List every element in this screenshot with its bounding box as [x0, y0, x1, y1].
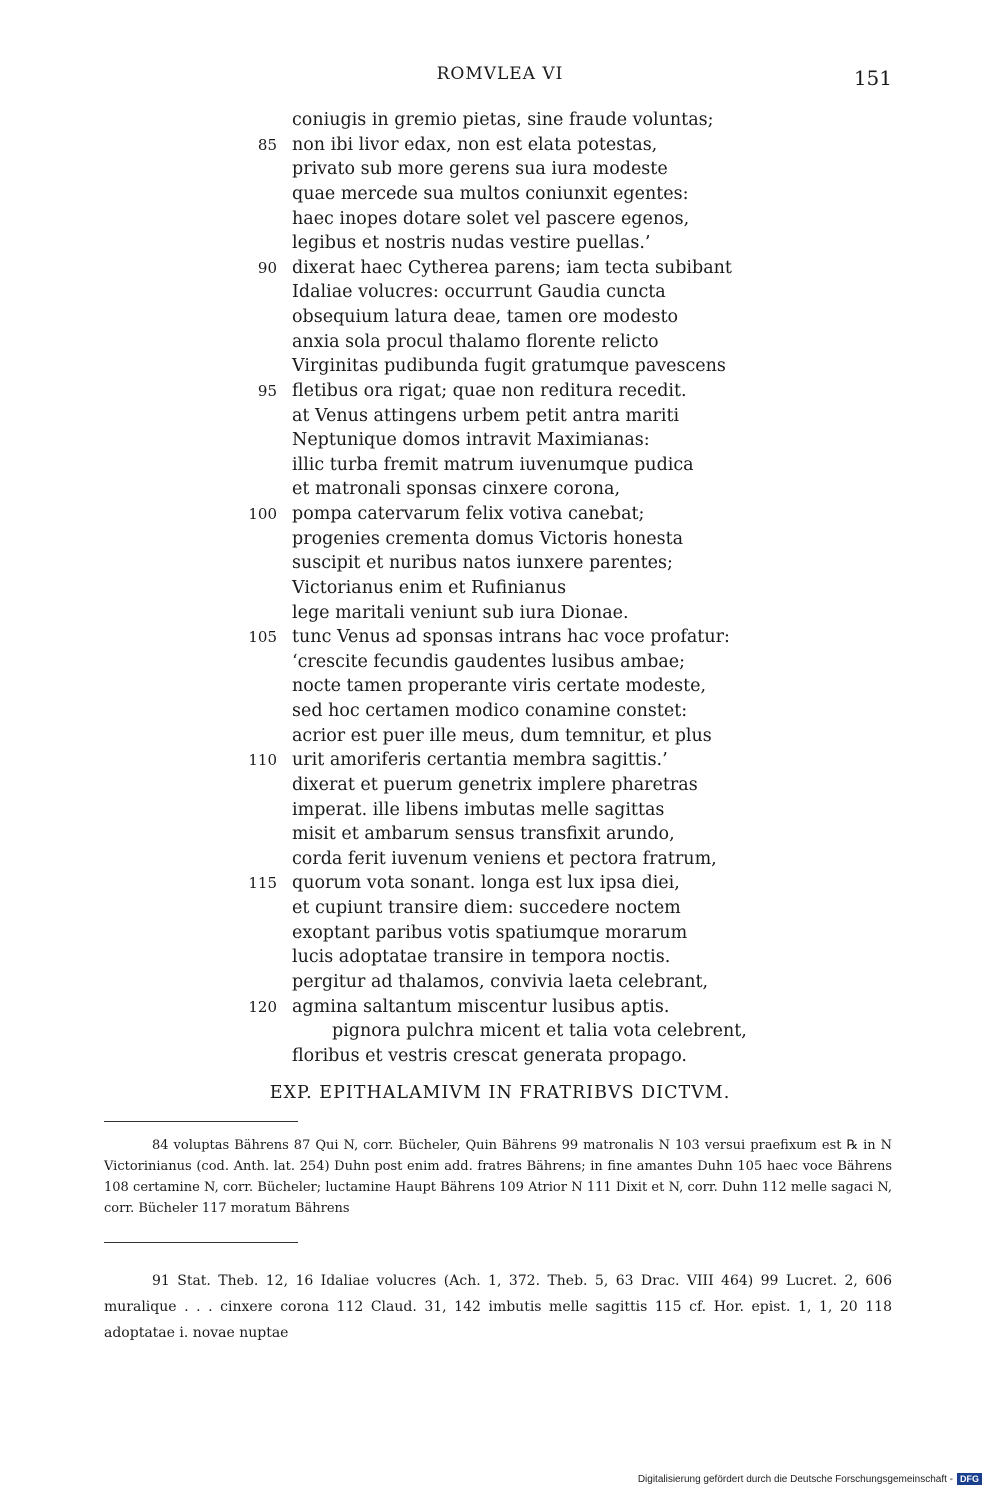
verse-line: [0, 871, 1000, 896]
verse-text: dixerat haec Cytherea parens; iam tecta subibant: [292, 257, 732, 278]
verse-text: fletibus ora rigat; quae non reditura recedit.: [292, 380, 687, 401]
verse-text: haec inopes dotare solet vel pascere egenos,: [292, 208, 690, 229]
digitization-footer: [638, 1471, 982, 1487]
verse-text: et cupiunt transire diem: succedere noctem: [292, 898, 681, 918]
verse-text: urit amoriferis certantia membra sagittis.’: [292, 750, 668, 771]
page-number: 151: [853, 66, 892, 90]
verse-line: [0, 280, 1000, 305]
verse-text: lege maritali veniunt sub iura Dionae.: [292, 602, 629, 623]
line-number: 115: [248, 874, 277, 893]
verse-text: quae mercede sua multos coniunxit egentes:: [292, 183, 689, 204]
verse-line: [0, 847, 1000, 872]
line-number: 105: [248, 628, 277, 647]
verse-text: tunc Venus ad sponsas intrans hac voce profatur:: [292, 627, 730, 648]
verse-line: [0, 625, 1000, 650]
apparatus-text: 84 voluptas Bährens 87 Qui N, corr. Bücheler, Quin Bährens 99 matronalis N 103 versui praefixum est ℞ in N Victorinianus (cod. Anth. lat. 254) Duhn post enim add. fratres Bährens; in fine amantes Duhn 105 haec voce Bährens 108 certamine N, corr. Bücheler; luctamine Haupt Bährens 109 Atrior N 111 Dixit et N, corr. Duhn 112 melle sagaci N, corr. Bücheler 117 moratum Bährens: [104, 1138, 892, 1216]
verse-line: [0, 995, 1000, 1020]
verse-line: [0, 354, 1000, 379]
verse-text: Neptunique domos intravit Maximianas:: [292, 430, 650, 451]
verse-text: sed hoc certamen modico conamine constet:: [292, 701, 688, 721]
verse-line: [0, 404, 1000, 429]
verse-line: [0, 207, 1000, 232]
verse-text: floribus et vestris crescat generata propago.: [292, 1045, 687, 1066]
verse-text: legibus et nostris nudas vestire puellas.’: [292, 233, 651, 254]
verse-text: corda ferit iuvenum veniens et pectora fratrum,: [292, 848, 717, 869]
verse-line: [0, 699, 1000, 724]
footnote-rule: [104, 1121, 298, 1122]
verse-text: at Venus attingens urbem petit antra mariti: [292, 405, 680, 426]
verse-line: [0, 502, 1000, 527]
verse-line: [0, 453, 1000, 478]
verse-line: [0, 945, 1000, 970]
verse-line: [0, 108, 1000, 133]
verse-text: pompa catervarum felix votiva canebat;: [292, 504, 645, 524]
digitization-credit: Digitalisierung gefördert durch die Deutsche Forschungsgemeinschaft -: [637, 1473, 953, 1485]
line-number: 100: [248, 505, 277, 523]
running-head: [0, 64, 1000, 88]
line-number: 95: [257, 381, 277, 400]
line-number: 85: [257, 135, 277, 154]
verse-line: [0, 379, 1000, 404]
verse-text: progenies crementa domus Victoris honesta: [292, 528, 684, 549]
verse-text: acrior est puer ille meus, dum temnitur, et plus: [292, 725, 712, 746]
verse-text: Virginitas pudibunda fugit gratumque pavescens: [292, 356, 726, 377]
verse-line: [0, 748, 1000, 773]
verse-line: [0, 773, 1000, 798]
verse-line: [0, 1044, 1000, 1069]
verse-line: [0, 650, 1000, 675]
footnote-rule: [104, 1242, 298, 1243]
verse-text: nocte tamen properante viris certate modeste,: [292, 676, 707, 697]
verse-text: illic turba fremit matrum iuvenumque pudica: [292, 454, 694, 475]
verse-text: obsequium latura deae, tamen ore modesto: [292, 307, 679, 327]
line-number: 110: [248, 751, 277, 770]
verse-text: pergitur ad thalamos, convivia laeta celebrant,: [292, 971, 709, 992]
verse-text: lucis adoptatae transire in tempora noctis.: [292, 947, 671, 968]
verse-line: [0, 527, 1000, 552]
fontes-text: 91 Stat. Theb. 12, 16 Idaliae volucres (Ach. 1, 372. Theb. 5, 63 Drac. VIII 464) 99 Lucret. 2, 606 muralique . . . cinxere corona 112 Claud. 31, 142 imbutis melle sagittis 115 cf. Hor. epist. 1, 1, 20 118 adoptatae i. novae nuptae: [104, 1273, 892, 1341]
verse-text: Victorianus enim et Rufinianus: [292, 577, 567, 598]
verse-text: suscipit et nuribus natos iunxere parentes;: [292, 553, 673, 574]
verse-line: [0, 231, 1000, 256]
verse-line: [0, 477, 1000, 502]
verse-text: imperat. ille libens imbutas melle sagittas: [292, 799, 665, 820]
verse-text: Idaliae volucres: occurrunt Gaudia cuncta: [292, 282, 666, 303]
running-title: ROMVLEA VI: [436, 64, 564, 84]
poem-body: [0, 108, 1000, 1068]
verse-line: [0, 157, 1000, 182]
verse-text: coniugis in gremio pietas, sine fraude voluntas;: [292, 110, 714, 130]
verse-line: [0, 921, 1000, 946]
line-number: 120: [248, 997, 277, 1016]
verse-line: [0, 330, 1000, 355]
verse-text: misit et ambarum sensus transfixit arundo,: [292, 824, 675, 845]
verse-text: exoptant paribus votis spatiumque morarum: [292, 922, 688, 943]
verse-text: ‘crescite fecundis gaudentes lusibus ambae;: [292, 651, 685, 672]
explicit-title: EXP. EPITHALAMIVM IN FRATRIBVS DICTVM.: [269, 1083, 731, 1103]
verse-line: [0, 724, 1000, 749]
verse-line: [0, 551, 1000, 576]
verse-text: anxia sola procul thalamo florente relicto: [292, 331, 659, 352]
verse-text: dixerat et puerum genetrix implere pharetras: [292, 774, 698, 795]
verse-text: agmina saltantum miscentur lusibus aptis.: [292, 996, 670, 1017]
verse-line: [0, 896, 1000, 921]
verse-line: [0, 305, 1000, 330]
verse-line: [0, 576, 1000, 601]
source-notes: [104, 1268, 892, 1346]
verse-line: [0, 822, 1000, 847]
verse-line: [0, 428, 1000, 453]
verse-line: [0, 674, 1000, 699]
verse-line: [0, 798, 1000, 823]
verse-line: [0, 970, 1000, 995]
verse-line: [0, 133, 1000, 158]
verse-line: [0, 1019, 1000, 1044]
verse-text: et matronali sponsas cinxere corona,: [292, 479, 621, 500]
line-number: 90: [257, 258, 277, 277]
verse-text: pignora pulchra micent et talia vota celebrent,: [332, 1021, 747, 1042]
dfg-logo: DFG: [957, 1473, 982, 1485]
verse-line: [0, 182, 1000, 207]
critical-apparatus: [104, 1135, 892, 1219]
verse-text: quorum vota sonant. longa est lux ipsa diei,: [292, 873, 680, 894]
verse-line: [0, 256, 1000, 281]
verse-text: non ibi livor edax, non est elata potestas,: [292, 134, 658, 155]
verse-text: privato sub more gerens sua iura modeste: [292, 159, 668, 180]
verse-line: [0, 601, 1000, 626]
